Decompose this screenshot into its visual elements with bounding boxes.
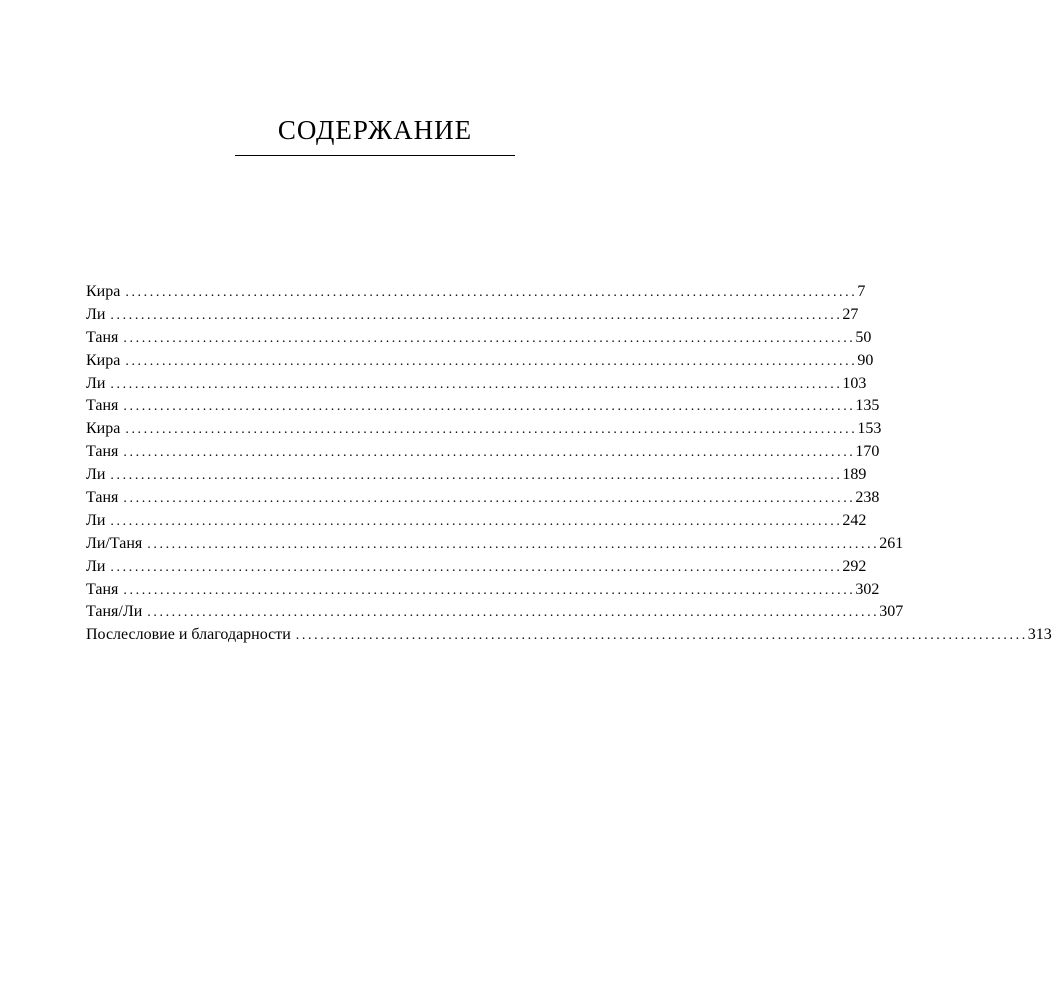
toc-entry-title: Ли/Таня xyxy=(86,534,143,552)
toc-dot-leader: ........................................................................................................................ xyxy=(123,491,856,507)
toc-entry-page: 189 xyxy=(842,466,867,484)
toc-dot-leader: ........................................................................................................................ xyxy=(123,330,856,346)
toc-entry-title: Ли xyxy=(86,305,106,323)
page-title: СОДЕРЖАНИЕ xyxy=(277,115,473,145)
toc-entry-title: Таня xyxy=(86,328,119,346)
toc-dot-leader: ........................................................................................................................ xyxy=(110,307,843,323)
toc-entry-title: Таня/Ли xyxy=(86,603,143,621)
toc-entry xyxy=(86,373,867,396)
toc-entry-title: Ли xyxy=(86,511,106,529)
toc-entry-title: Таня xyxy=(86,443,119,461)
toc-entry xyxy=(86,579,880,602)
toc-dot-leader: ........................................................................................................................ xyxy=(110,513,843,529)
toc-dot-leader: ........................................................................................................................ xyxy=(295,628,1028,644)
toc-entry-page: 27 xyxy=(842,305,859,323)
toc-entry-page: 50 xyxy=(855,328,872,346)
toc-entry xyxy=(86,624,1052,647)
toc-entry-page: 103 xyxy=(842,374,867,392)
toc-dot-leader: ........................................................................................................................ xyxy=(110,468,843,484)
toc-entry xyxy=(86,533,904,556)
toc-dot-leader: ........................................................................................................................ xyxy=(125,353,858,369)
toc-entry-page: 242 xyxy=(842,511,867,529)
toc-entry-title: Кира xyxy=(86,420,121,438)
toc-entry-page: 170 xyxy=(855,443,880,461)
toc-entry-title: Кира xyxy=(86,351,121,369)
toc-entry xyxy=(86,395,880,418)
toc-dot-leader: ........................................................................................................................ xyxy=(110,376,843,392)
toc-entry xyxy=(86,441,880,464)
toc-entry-title: Ли xyxy=(86,557,106,575)
toc-entry-page: 302 xyxy=(855,580,880,598)
toc-dot-leader: ........................................................................................................................ xyxy=(123,445,856,461)
toc-dot-leader: ........................................................................................................................ xyxy=(110,559,843,575)
toc-entry-page: 90 xyxy=(857,351,874,369)
toc-entry-title: Кира xyxy=(86,283,121,300)
table-of-contents xyxy=(86,281,1052,647)
toc-dot-leader: ........................................................................................................................ xyxy=(125,285,858,300)
toc-dot-leader: ........................................................................................................................ xyxy=(123,399,856,415)
toc-entry xyxy=(86,304,859,327)
title-underline xyxy=(235,155,515,156)
toc-dot-leader: ........................................................................................................................ xyxy=(123,582,856,598)
toc-entry-page: 261 xyxy=(879,534,904,552)
toc-entry xyxy=(86,510,867,533)
toc-entry-page: 238 xyxy=(855,489,880,507)
toc-dot-leader: ........................................................................................................................ xyxy=(147,605,880,621)
toc-entry-title: Таня xyxy=(86,580,119,598)
toc-entry xyxy=(86,464,867,487)
toc-entry-page: 292 xyxy=(842,557,867,575)
toc-entry xyxy=(86,281,866,304)
toc-entry-title: Таня xyxy=(86,489,119,507)
toc-entry xyxy=(86,556,867,579)
toc-dot-leader: ........................................................................................................................ xyxy=(125,422,858,438)
toc-entry-title: Ли xyxy=(86,374,106,392)
toc-entry-page: 7 xyxy=(857,283,866,300)
toc-entry xyxy=(86,601,904,624)
toc-entry xyxy=(86,487,880,510)
toc-entry-title: Таня xyxy=(86,397,119,415)
toc-entry xyxy=(86,327,872,350)
toc-entry-page: 313 xyxy=(1027,626,1052,644)
toc-entry-page: 153 xyxy=(857,420,882,438)
toc-entry xyxy=(86,350,874,373)
toc-entry-title: Послесловие и благодарности xyxy=(86,626,291,644)
toc-entry-page: 135 xyxy=(855,397,880,415)
toc-entry-page: 307 xyxy=(879,603,904,621)
toc-dot-leader: ........................................................................................................................ xyxy=(147,536,880,552)
toc-entry xyxy=(86,418,882,441)
toc-entry-title: Ли xyxy=(86,466,106,484)
